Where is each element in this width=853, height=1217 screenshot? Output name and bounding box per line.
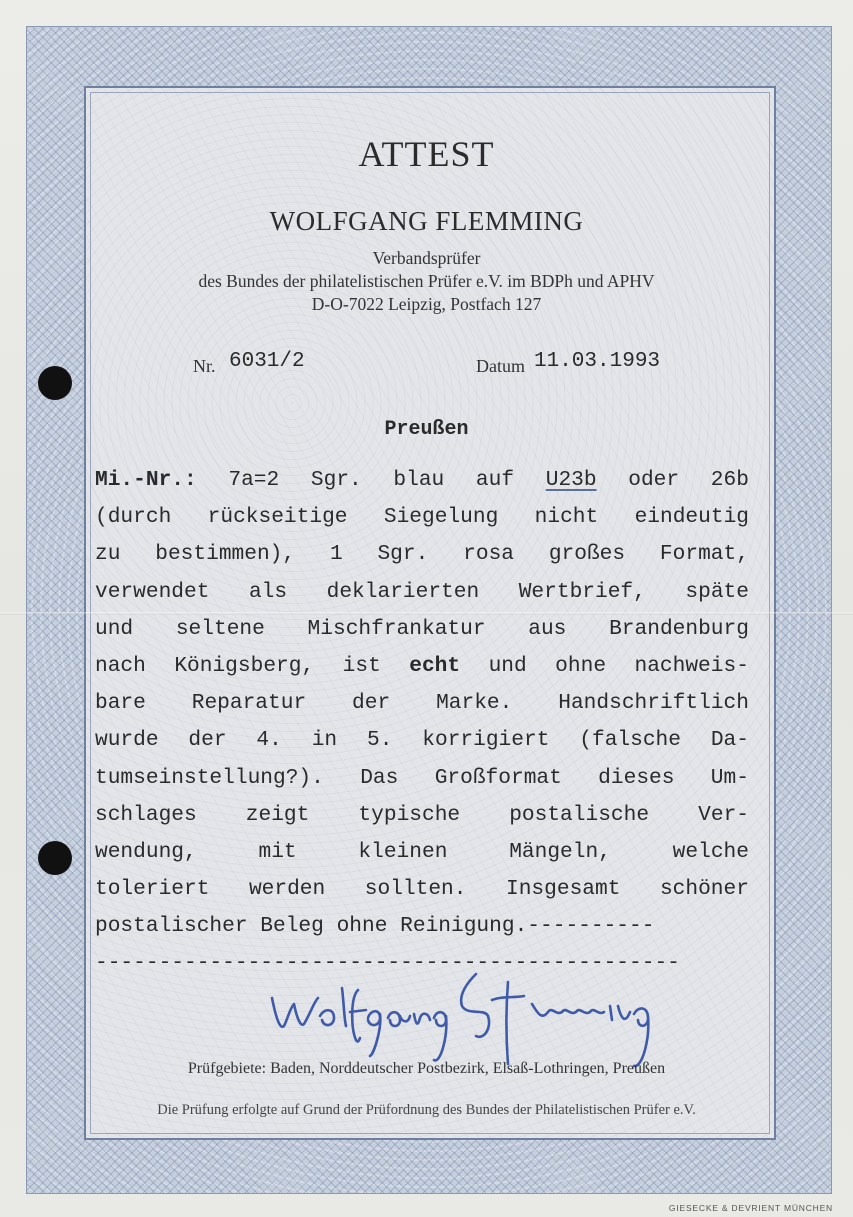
body-word: typische — [358, 802, 461, 827]
body-word: wurde — [95, 728, 159, 753]
body-word: dieses — [598, 765, 675, 790]
examiner-association: des Bundes der philatelistischen Prüfer e.V. im BDPh und APHV — [198, 271, 655, 291]
certificate-number: 6031/2 — [229, 350, 305, 373]
body-word: als — [248, 579, 288, 604]
body-line — [95, 648, 749, 685]
body-line — [95, 908, 749, 945]
body-word: schöner — [659, 877, 749, 902]
body-word: Insgesamt — [506, 877, 621, 902]
body-word: und — [488, 653, 527, 678]
body-word: Großformat — [434, 765, 562, 790]
body-word: und — [95, 616, 134, 641]
body-word: deklarierten — [326, 579, 480, 604]
examiner-address: D-O-7022 Leipzig, Postfach 127 — [311, 294, 542, 314]
body-word: nachweis- — [634, 653, 749, 678]
body-word: zeigt — [245, 802, 310, 827]
body-word: Reparatur — [191, 691, 307, 716]
printer-imprint: GIESECKE & DEVRIENT MÜNCHEN — [668, 1203, 833, 1213]
body-word: zu — [95, 542, 121, 567]
datum-label: Datum — [476, 356, 525, 376]
body-word: verwendet — [95, 579, 210, 604]
body-word: Marke. — [436, 691, 513, 716]
body-line — [95, 797, 749, 834]
body-word: nach — [95, 653, 146, 678]
body-line — [95, 536, 749, 573]
body-word: seltene — [175, 616, 265, 641]
document-title: ATTEST — [358, 134, 495, 174]
body-word: auf — [475, 468, 515, 492]
body-word: in — [311, 728, 338, 753]
body-word: Da- — [710, 728, 749, 753]
pruefgebiete-line: Prüfgebiete: Baden, Norddeutscher Postbezirk, Elsaß-Lothringen, Preußen — [187, 1060, 666, 1077]
body-word: U23b — [545, 468, 597, 492]
body-word: Mischfrankatur — [307, 616, 486, 641]
body-word: späte — [685, 579, 749, 604]
body-word: Königsberg, — [174, 653, 315, 678]
body-line — [95, 871, 749, 908]
body-word: wendung, — [95, 839, 197, 864]
body-word: Siegelung — [383, 505, 499, 530]
body-word: Um- — [710, 765, 749, 790]
body-word: postalischer Beleg ohne Reinigung.---------- — [95, 914, 655, 939]
body-word: rosa — [463, 542, 514, 567]
body-line — [95, 611, 749, 648]
body-word: ist — [342, 653, 381, 678]
body-word: Sgr. — [310, 468, 362, 492]
body-line — [95, 834, 749, 871]
body-word: korrigiert — [422, 728, 550, 753]
body-word: Mi.-Nr.: — [95, 468, 197, 492]
body-word: echt — [409, 653, 461, 678]
stamp-area-heading: Preußen — [384, 418, 469, 441]
punch-hole-top — [38, 366, 72, 400]
body-word: tumseinstellung?). — [95, 765, 324, 790]
body-word: Handschriftlich — [558, 691, 749, 716]
body-word: der — [188, 728, 227, 753]
body-word: aus — [528, 616, 567, 641]
body-word: 5. — [366, 728, 393, 753]
body-line — [95, 499, 749, 536]
body-word: oder — [628, 468, 680, 492]
body-word: der — [352, 691, 391, 716]
body-line — [95, 685, 749, 722]
body-word: postalische — [509, 802, 650, 827]
body-word: sollten. — [364, 877, 467, 902]
body-word: werden — [248, 877, 326, 902]
body-word: (durch — [95, 505, 172, 530]
body-word: großes — [548, 542, 626, 567]
body-line — [95, 722, 749, 759]
body-word: kleinen — [358, 839, 448, 864]
body-word: (falsche — [579, 728, 681, 753]
body-line — [95, 462, 749, 499]
body-word: bestimmen), — [155, 542, 296, 567]
body-word: Format, — [659, 542, 749, 567]
body-word: mit — [258, 839, 297, 864]
punch-hole-bottom — [38, 841, 72, 875]
examiner-role: Verbandsprüfer — [372, 248, 481, 268]
body-line — [95, 574, 749, 611]
examiner-name: WOLFGANG FLEMMING — [269, 206, 584, 236]
body-word: nicht — [534, 505, 599, 530]
body-word: ---------------------------------------------- — [95, 951, 680, 976]
body-word: 4. — [256, 728, 282, 753]
certificate-date: 11.03.1993 — [534, 350, 661, 373]
body-word: schlages — [95, 802, 197, 827]
nr-label: Nr. — [193, 356, 216, 376]
body-word: eindeutig — [634, 505, 749, 530]
body-word: welche — [672, 839, 749, 864]
body-word: Sgr. — [377, 542, 429, 567]
body-word: Wertbrief, — [518, 579, 646, 604]
body-word: Das — [360, 765, 399, 790]
body-word: toleriert — [95, 877, 210, 902]
footer-note: Die Prüfung erfolgte auf Grund der Prüfordnung des Bundes der Philatelistischen Prüfer e.V. — [157, 1102, 696, 1118]
body-word: 26b — [710, 468, 749, 492]
certificate-body — [95, 462, 749, 983]
body-word: bare — [95, 691, 146, 716]
body-word: ohne — [555, 653, 607, 678]
body-word: blau — [393, 468, 445, 492]
body-line — [95, 760, 749, 797]
body-word: Brandenburg — [609, 616, 749, 641]
body-word: Ver- — [698, 802, 749, 827]
body-word: Mängeln, — [509, 839, 611, 864]
body-word: 1 — [329, 542, 343, 567]
body-word: rückseitige — [207, 505, 348, 530]
body-word: 7a=2 — [228, 468, 280, 492]
